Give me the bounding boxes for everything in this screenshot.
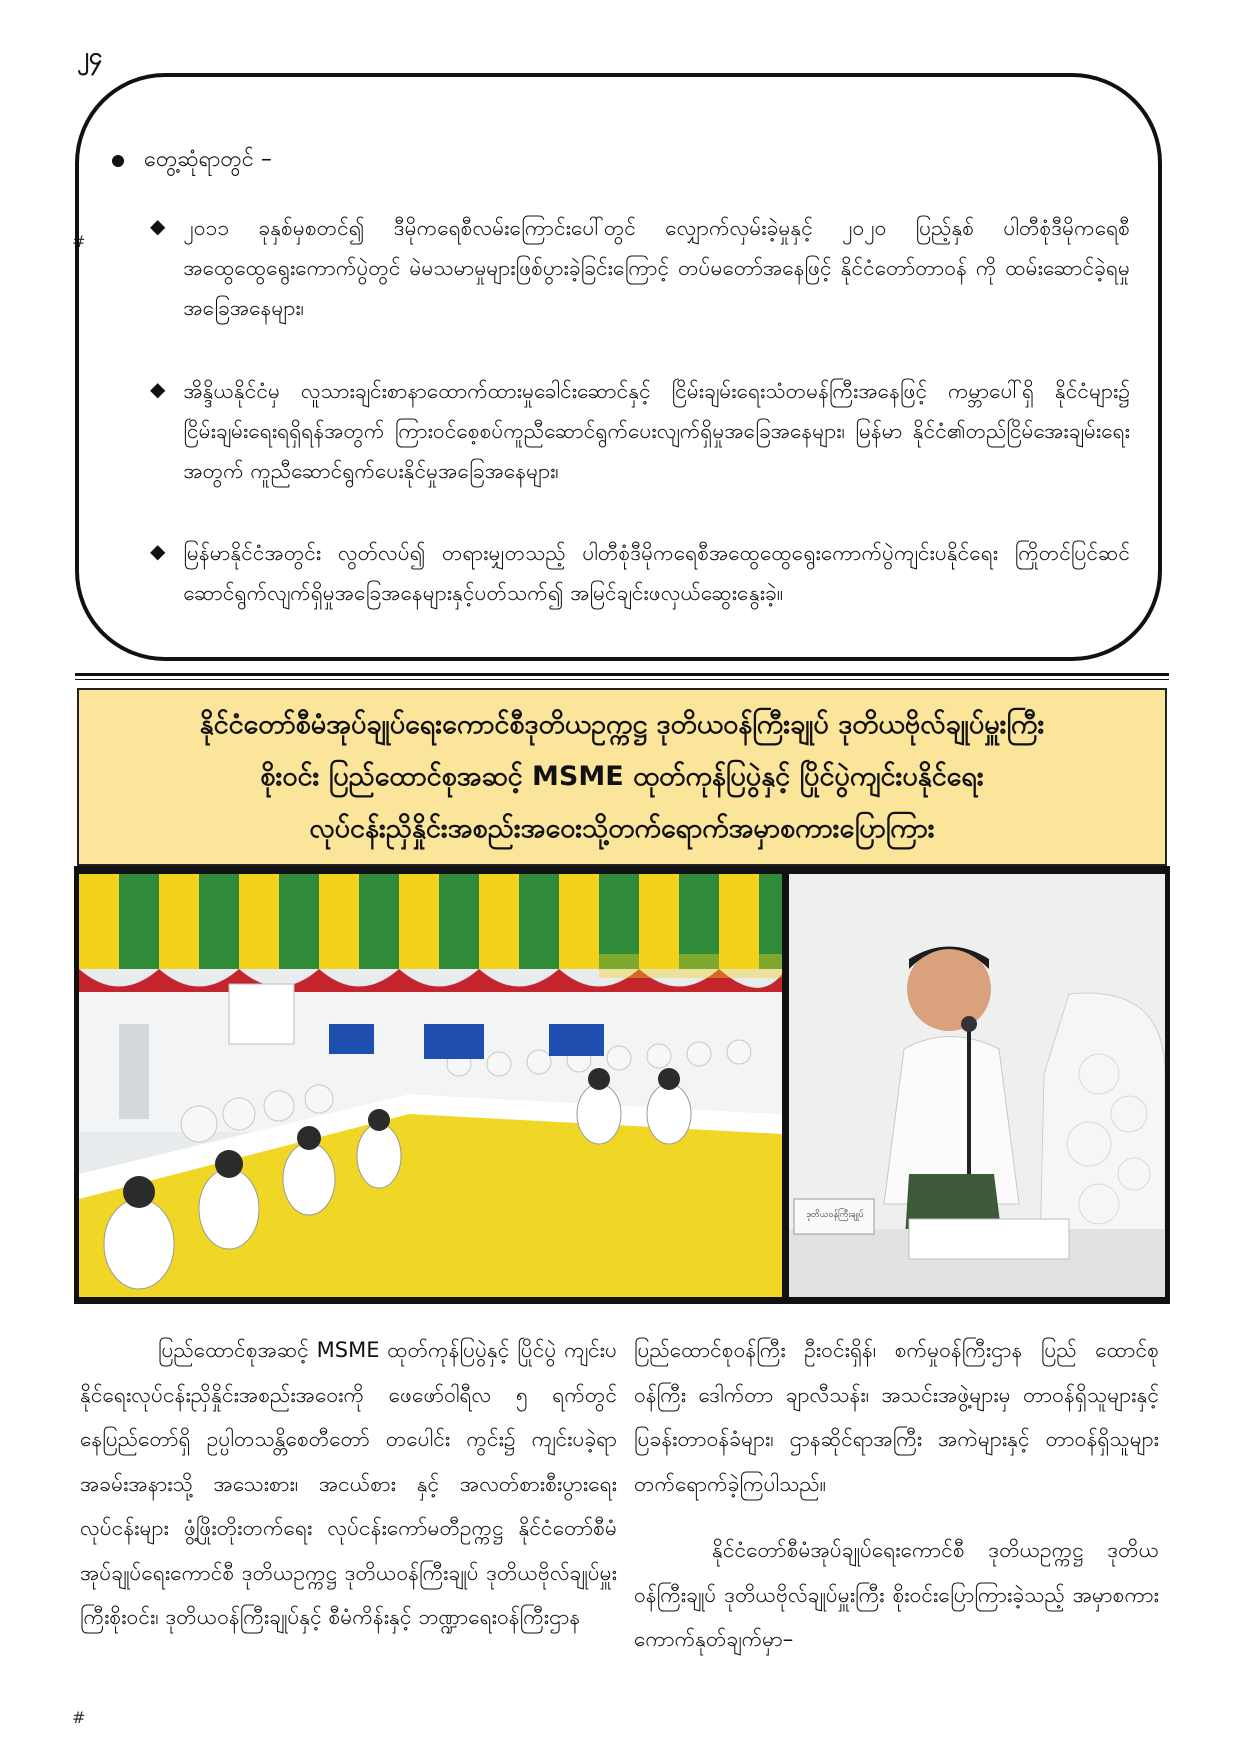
meeting-point-text: ၂၀၁၁ ခုနှစ်မှစတင်၍ ဒီမိုကရေစီလမ်းကြောင်းပေါ်တွင် လျှောက်လှမ်းခဲ့မှုနှင့် ၂၀၂၀ ပြည့်နှစ် ပါတီစုံဒီမိုကရေစီ အထွေထွေရွေးကောက်ပွဲတွင် မဲမသမာမှုများဖြစ်ပွားခဲ့ခြင်းကြောင့် တပ်မတော်အနေဖြင့် နိုင်ငံတော်တာဝန် ကို ထမ်းဆောင်ခဲ့ရမှုအခြေအနေများ၊ (183, 216, 1130, 320)
body-paragraph: ပြည်ထောင်စုအဆင့် MSME ထုတ်ကုန်ပြပွဲနှင့် ပြိုင်ပွဲ ကျင်းပနိုင်ရေးလုပ်ငန်းညှိနှိုင်းအစည်းအဝေးကို ဖေဖော်ဝါရီလ ၅ ရက်တွင် နေပြည်တော်ရှိ ဥပ္ပါတသန္တိစေတီတော် တပေါင်း ကွင်း၌ ကျင်းပခဲ့ရာ အခမ်းအနားသို့ အသေးစား၊ အငယ်စား နှင့် အလတ်စားစီးပွားရေးလုပ်ငန်းများ ဖွံ့ဖြိုးတိုးတက်ရေး လုပ်ငန်းကော်မတီဥက္ကဋ္ဌ နိုင်ငံတော်စီမံအုပ်ချုပ်ရေးကောင်စီ ဒုတိယဥက္ကဋ္ဌ ဒုတိယဝန်ကြီးချုပ် ဒုတိယဗိုလ်ချုပ်မှူးကြီးစိုးဝင်း၊ ဒုတိယဝန်ကြီးချုပ်နှင့် စီမံကိန်းနှင့် ဘဏ္ဍာရေးဝန်ကြီးဌာန (80, 1338, 617, 1629)
meeting-point (150, 371, 1130, 491)
body-paragraph: နိုင်ငံတော်စီမံအုပ်ချုပ်ရေးကောင်စီ ဒုတိယဥက္ကဋ္ဌ ဒုတိယ ဝန်ကြီးချုပ် ဒုတိယဗိုလ်ချုပ်မှူးကြီး စိုးဝင်းပြောကြားခဲ့သည့် အမှာစကားကောက်နုတ်ချက်မှာ– (634, 1538, 1159, 1651)
page-number: ၂၄ (77, 42, 103, 70)
meeting-hall-photo (79, 874, 782, 1297)
section-divider-thin (75, 679, 1169, 680)
nameplate: ဒုတိယဝန်ကြီးချုပ် (806, 1210, 864, 1220)
speaker-photo (789, 874, 1165, 1297)
meeting-point (150, 533, 1130, 613)
meeting-point-text: မြန်မာနိုင်ငံအတွင်း လွတ်လပ်၍ တရားမျှတသည့် ပါတီစုံဒီမိုကရေစီအထွေထွေရွေးကောက်ပွဲကျင်းပနိုင်ရေး ကြိုတင်ပြင်ဆင်ဆောင်ရွက်လျက်ရှိမှုအခြေအနေများနှင့်ပတ်သက်၍ အမြင်ချင်းဖလှယ်ဆွေးနွေးခဲ့။ (183, 541, 1130, 605)
section-divider (75, 673, 1169, 676)
bullet-dot-icon (112, 155, 124, 167)
diamond-bullet-icon: ◆ (150, 539, 166, 563)
headline-line: နိုင်ငံတော်စီမံအုပ်ချုပ်ရေးကောင်စီဒုတိယဥက္ကဋ္ဌ ဒုတိယဝန်ကြီးချုပ် ဒုတိယဗိုလ်ချုပ်မှူးကြီး (199, 709, 1045, 740)
meeting-point (150, 208, 1130, 328)
body-paragraph: ပြည်ထောင်စုဝန်ကြီး ဦးဝင်းရှိန်၊ စက်မှုဝန်ကြီးဌာန ပြည် ထောင်စုဝန်ကြီး ဒေါက်တာ ချာလီသန်း၊ အသင်းအဖွဲ့များမှ တာဝန်ရှိသူများနှင့် ပြခန်းတာဝန်ခံများ၊ ဌာနဆိုင်ရာအကြီး အကဲများနှင့် တာဝန်ရှိသူများ တက်ရောက်ခဲ့ကြပါသည်။ (634, 1338, 1159, 1496)
margin-marker-top: # (72, 232, 86, 251)
meeting-intro (112, 144, 272, 177)
meeting-intro-label: တွေ့ဆုံရာတွင် – (144, 147, 272, 172)
body-column-right (634, 1328, 1159, 1662)
headline-banner (77, 688, 1167, 866)
photo-strip (74, 866, 1170, 1304)
diamond-bullet-icon: ◆ (150, 377, 166, 401)
meeting-point-text: အိန္ဒိယနိုင်ငံမှ လူသားချင်းစာနာထောက်ထားမှုခေါင်းဆောင်နှင့် ငြိမ်းချမ်းရေးသံတမန်ကြီးအနေဖြင့် ကမ္ဘာပေါ်ရှိ နိုင်ငံများ၌ ငြိမ်းချမ်းရေးရရှိရန်အတွက် ကြားဝင်စေ့စပ်ကူညီဆောင်ရွက်ပေးလျက်ရှိမှုအခြေအနေများ၊ မြန်မာ နိုင်ငံ၏တည်ငြိမ်အေးချမ်းရေးအတွက် ကူညီဆောင်ရွက်ပေးနိုင်မှုအခြေအနေများ၊ (183, 379, 1130, 483)
headline-line: စိုးဝင်း ပြည်ထောင်စုအဆင့် MSME ထုတ်ကုန်ပြပွဲနှင့် ပြိုင်ပွဲကျင်းပနိုင်ရေး (260, 761, 984, 792)
headline-line: လုပ်ငန်းညှိနှိုင်းအစည်းအဝေးသို့တက်ရောက်အမှာစကားပြောကြား (309, 813, 935, 844)
diamond-bullet-icon: ◆ (150, 214, 166, 238)
body-column-left (80, 1328, 617, 1640)
margin-marker-bottom: # (72, 1708, 86, 1727)
